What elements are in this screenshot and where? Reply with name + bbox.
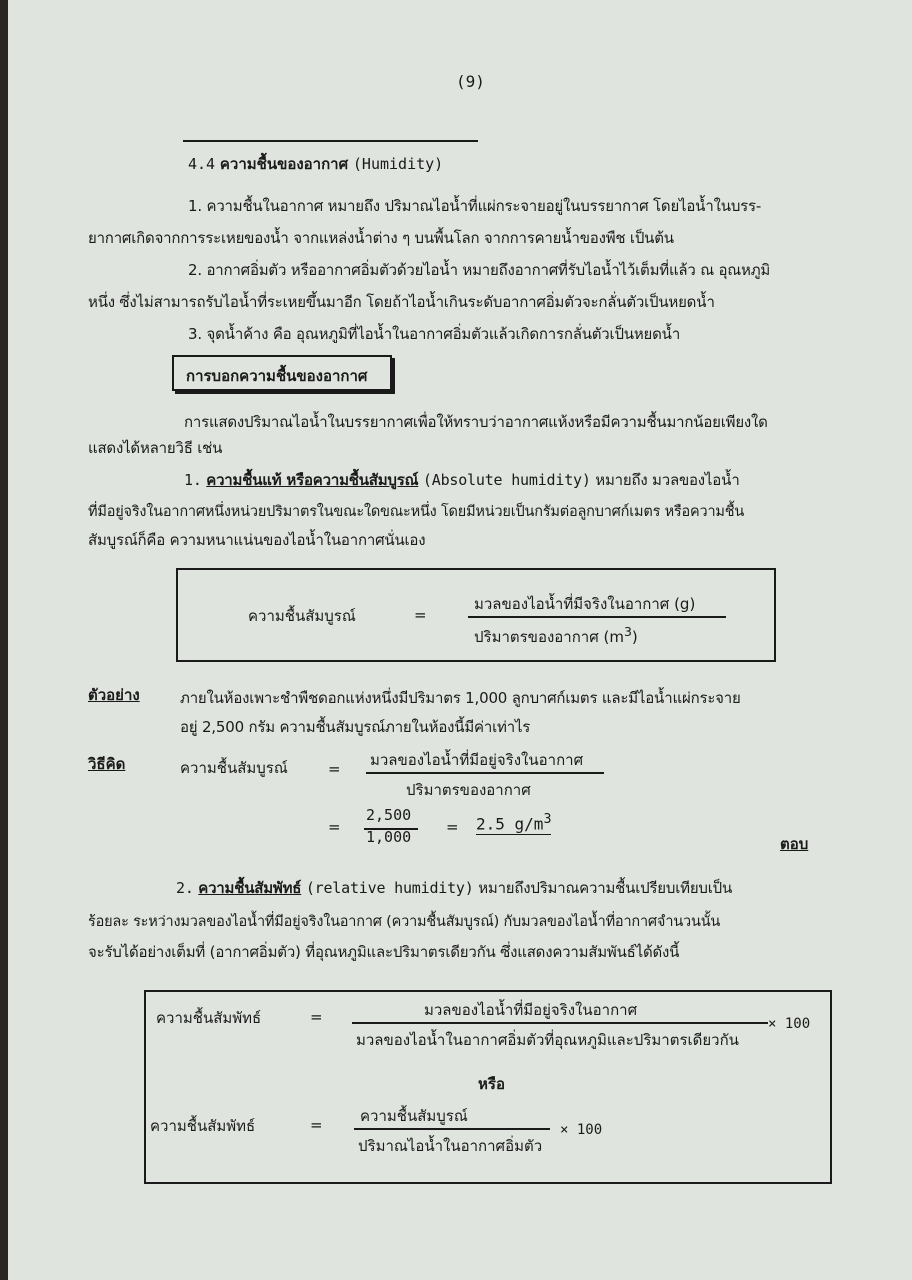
relative-formula-1-lhs: ความชื้นสัมพัทธ์ (156, 1009, 262, 1027)
absolute-line-2: ที่มีอยู่จริงในอากาศหนึ่งหน่วยปริมาตรในขณะใดขณะหนึ่ง โดยมีหน่วยเป็นกรัมต่อลูกบาศก์เมตร หรือความชื้น (88, 504, 745, 520)
relative-formula-2-equals: = (310, 1116, 323, 1134)
solution-numerator: มวลของไอน้ำที่มีอยู่จริงในอากาศ (370, 751, 584, 769)
relative-formula-1-numerator: มวลของไอน้ำที่มีอยู่จริงในอากาศ (424, 1001, 638, 1019)
relative-term: ความชื้นสัมพัทธ์ (198, 879, 302, 897)
or-label: หรือ (478, 1075, 505, 1093)
absolute-number: 1. (184, 471, 202, 489)
solution-result: 2.5 $g/m^3$ (476, 812, 552, 834)
absolute-term: ความชื้นแท้ หรือความชื้นสัมบูรณ์ (206, 471, 419, 489)
intro-line-1: การแสดงปริมาณไอน้ำในบรรยากาศเพื่อให้ทราบว่าอากาศแห้งหรือมีความชื้นมากน้อยเพียงใด (184, 413, 768, 431)
relative-formula-1-bar (352, 1022, 768, 1024)
solution-fraction-bar (366, 772, 604, 774)
example-line-1: ภายในห้องเพาะชำพืชดอกแห่งหนึ่งมีปริมาตร 1,000 ลูกบาศก์เมตร และมีไอน้ำแผ่กระจาย (180, 689, 741, 707)
solution-equals-3: = (446, 818, 459, 836)
section-title-en: (Humidity) (352, 155, 444, 173)
absolute-formula-equals: = (414, 606, 427, 624)
absolute-term-en: (Absolute humidity) (422, 471, 591, 489)
definition-2-line-1: 2. อากาศอิ่มตัว หรืออากาศอิ่มตัวด้วยไอน้ำ หมายถึงอากาศที่รับไอน้ำไว้เต็มที่แล้ว ณ อุณหภูมิ (188, 261, 771, 279)
solution-step-numerator: 2,500 (366, 806, 412, 824)
section-heading (188, 152, 443, 176)
relative-line-1-rest: หมายถึงปริมาณความชื้นเปรียบเทียบเป็น (478, 879, 733, 897)
page-number: (9) (456, 72, 485, 91)
absolute-line-1-rest: หมายถึง มวลของไอน้ำ (595, 471, 740, 489)
document-page (8, 0, 912, 1280)
relative-formula-2-bar (354, 1128, 550, 1130)
relative-formula-1-denominator: มวลของไอน้ำในอากาศอิ่มตัวที่อุณหภูมิและปริมาตรเดียวกัน (356, 1031, 739, 1049)
relative-formula-2-denominator: ปริมาณไอน้ำในอากาศอิ่มตัว (358, 1137, 543, 1155)
solution-step-denominator: 1,000 (366, 828, 412, 846)
example-label: ตัวอย่าง (88, 686, 140, 704)
relative-term-en: (relative humidity) (305, 879, 474, 897)
section-number: 4.4 (188, 155, 216, 173)
absolute-formula-lhs: ความชื้นสัมบูรณ์ (248, 607, 356, 625)
definition-3-line-1: 3. จุดน้ำค้าง คือ อุณหภูมิที่ไอน้ำในอากาศอิ่มตัวแล้วเกิดการกลั่นตัวเป็นหยดน้ำ (188, 325, 681, 343)
definition-2-line-2: หนึ่ง ซึ่งไม่สามารถรับไอน้ำที่ระเหยขึ้นมาอีก โดยถ้าไอน้ำเกินระดับอากาศอิ่มตัวจะกลั่นตัวเป็นหยดน้ำ (88, 293, 715, 311)
definition-1-line-1: 1. ความชื้นในอากาศ หมายถึง ปริมาณไอน้ำที่แผ่กระจายอยู่ในบรรยากาศ โดยไอน้ำในบรร- (188, 197, 762, 215)
absolute-formula-numerator: มวลของไอน้ำที่มีจริงในอากาศ (g) (474, 595, 696, 613)
relative-formula-1-equals: = (310, 1008, 323, 1026)
subheading: การบอกความชื้นของอากาศ (186, 367, 368, 385)
relative-formula-1-times: × 100 (768, 1016, 811, 1032)
absolute-formula-denominator: ปริมาตรของอากาศ $(m^3)$ (474, 624, 638, 646)
absolute-formula-box (176, 568, 776, 662)
relative-line-2: ร้อยละ ระหว่างมวลของไอน้ำที่มีอยู่จริงในอากาศ (ความชื้นสัมบูรณ์) กับมวลของไอน้ำที่อากาศจำนวนนั้น (88, 914, 721, 930)
relative-formula-2-times: × 100 (560, 1122, 603, 1138)
intro-line-2: แสดงได้หลายวิธี เช่น (88, 439, 223, 457)
relative-formula-2-lhs: ความชื้นสัมพัทธ์ (150, 1117, 256, 1135)
definition-1-line-2: ยากาศเกิดจากการระเหยของน้ำ จากแหล่งน้ำต่าง ๆ บนพื้นโลก จากการคายน้ำของพืช เป็นต้น (88, 229, 674, 247)
example-line-2: อยู่ 2,500 กรัม ความชื้นสัมบูรณ์ภายในห้องนี้มีค่าเท่าไร (180, 718, 531, 736)
section-title: ความชื้นของอากาศ (219, 155, 349, 173)
solution-equals: = (328, 760, 341, 778)
heading-rule (183, 140, 478, 142)
absolute-line-1 (184, 468, 740, 492)
solution-label: วิธีคิด (88, 755, 126, 773)
solution-denominator: ปริมาตรของอากาศ (406, 781, 531, 799)
absolute-line-3: สัมบูรณ์ก็คือ ความหนาแน่นของไอน้ำในอากาศนั่นเอง (88, 531, 426, 549)
relative-formula-2-numerator: ความชื้นสัมบูรณ์ (360, 1107, 468, 1125)
relative-line-3: จะรับได้อย่างเต็มที่ (อากาศอิ่มตัว) ที่อุณหภูมิและปริมาตรเดียวกัน ซึ่งแสดงความสัมพันธ์ได้ดังนี้ (88, 943, 680, 961)
solution-equals-2: = (328, 818, 341, 836)
solution-lhs: ความชื้นสัมบูรณ์ (180, 759, 288, 777)
subheading-box (172, 355, 392, 391)
relative-line-1 (176, 876, 732, 900)
relative-number: 2. (176, 879, 194, 897)
relative-formula-box (144, 990, 832, 1184)
answer-label: ตอบ (780, 835, 809, 853)
absolute-fraction-bar (468, 616, 726, 618)
